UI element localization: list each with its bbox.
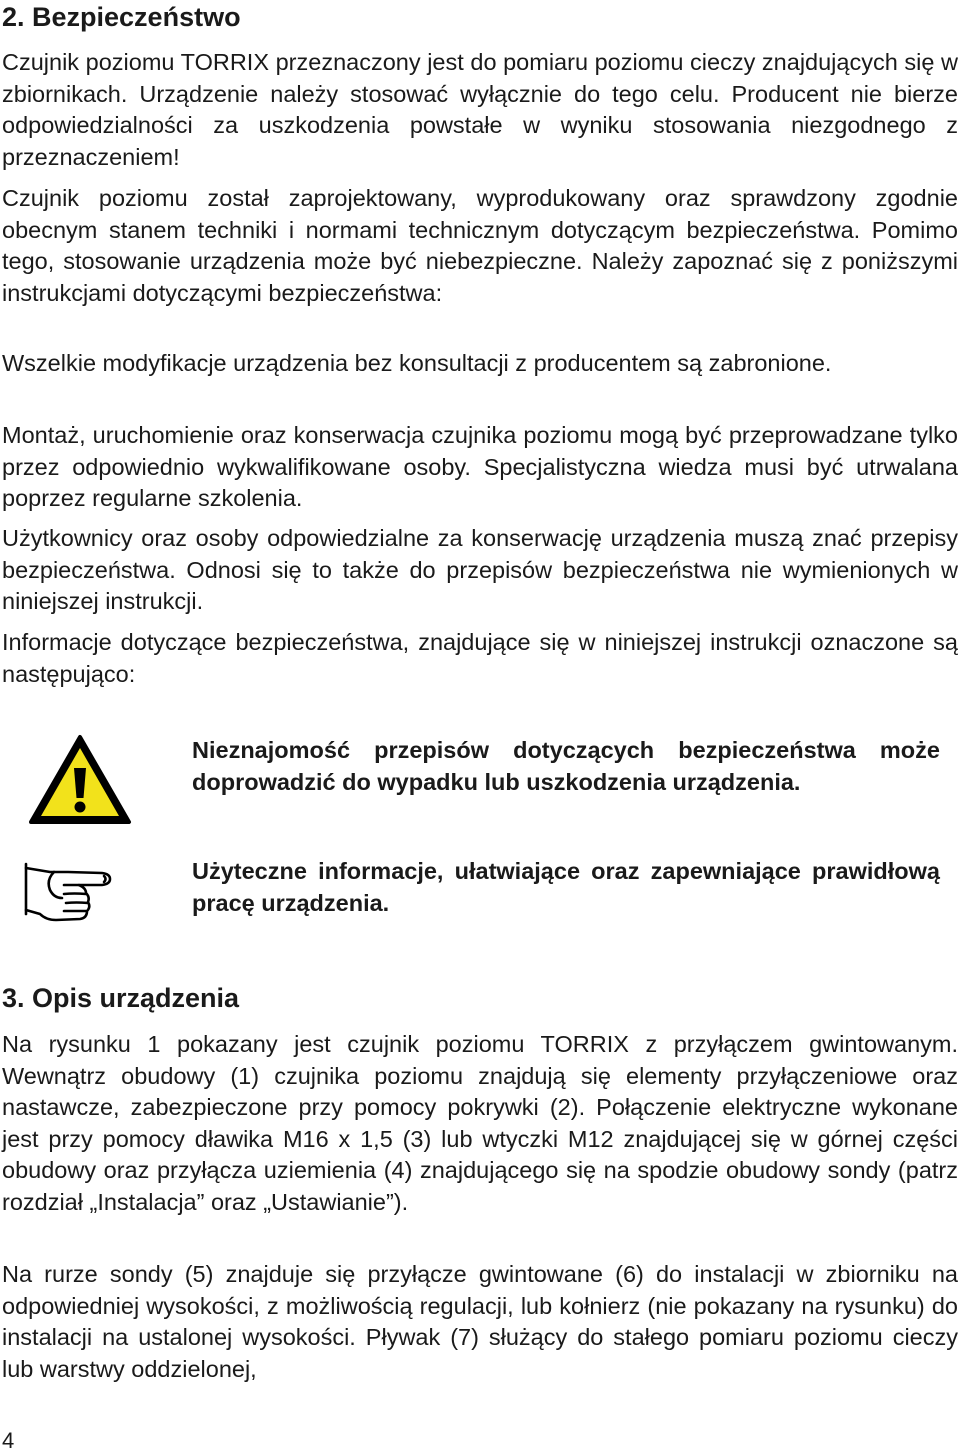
section-3-heading: 3. Opis urządzenia bbox=[2, 983, 240, 1013]
section-2-paragraph-4: Montaż, uruchomienie oraz konserwacja czujnika poziomu mogą być przeprowadzane tylko przez odpowiednio wykwalifikowane osoby. Specjalistyczna wiedza musi być utrwalana poprzez regularne szkolenia. bbox=[2, 422, 958, 511]
tip-note: Użyteczne informacje, ułatwiające oraz zapewniające prawidłową pracę urządzenia. bbox=[192, 858, 940, 916]
pointing-hand-icon bbox=[24, 858, 138, 930]
page-number: 4 bbox=[2, 1428, 15, 1453]
section-2-paragraph-2: Czujnik poziomu został zaprojektowany, wyprodukowany oraz sprawdzony zgodnie obecnym stanem techniki i normami technicznym dotyczącym bezpieczeństwa. Pomimo tego, stosowanie urządzenia może być niebezpieczne. Należy zapoznać się z poniższymi instrukcjami dotyczącymi bezpieczeństwa: bbox=[2, 185, 958, 306]
section-2-paragraph-3: Wszelkie modyfikacje urządzenia bez konsultacji z producentem są zabronione. bbox=[2, 350, 832, 376]
warning-triangle-icon bbox=[28, 734, 132, 826]
warning-note: Nieznajomość przepisów dotyczących bezpieczeństwa może doprowadzić do wypadku lub uszkodzenia urządzenia. bbox=[192, 737, 940, 795]
section-2-paragraph-5: Użytkownicy oraz osoby odpowiedzialne za konserwację urządzenia muszą znać przepisy bezpieczeństwa. Odnosi się to także do przepisów bezpieczeństwa nie wymienionych w niniejszej instrukcji. bbox=[2, 525, 958, 614]
section-2-paragraph-1: Czujnik poziomu TORRIX przeznaczony jest do pomiaru poziomu cieczy znajdujących się w zbiornikach. Urządzenie należy stosować wyłącznie do tego celu. Producent nie bierze odpowiedzialności za uszkodzenia powstałe w wyniku stosowania niezgodnego z przeznaczeniem! bbox=[2, 49, 958, 170]
section-3-paragraph-1: Na rysunku 1 pokazany jest czujnik poziomu TORRIX z przyłączem gwintowanym. Wewnątrz obudowy (1) czujnika poziomu znajdują się elementy przyłączeniowe oraz nastawcze, zabezpieczone przy pomocy pokrywki (2). Połączenie elektryczne wykonane jest przy pomocy dławika M16 x 1,5 (3) lub wtyczki M12 znajdującej się w górnej części obudowy oraz przyłącza uziemienia (4) znajdującego się na spodzie obudowy sondy (patrz rozdział „Instalacja” oraz „Ustawianie”). bbox=[2, 1031, 958, 1215]
section-2-heading: 2. Bezpieczeństwo bbox=[2, 2, 241, 32]
section-3-paragraph-2: Na rurze sondy (5) znajduje się przyłącze gwintowane (6) do instalacji w zbiorniku na odpowiedniej wysokości, z możliwością regulacji, lub kołnierz (nie pokazany na rysunku) do instalacji na ustalonej wysokości. Pływak (7) służący do stałego pomiaru poziomu cieczy lub warstwy oddzielonej, bbox=[2, 1261, 958, 1382]
section-2-paragraph-6: Informacje dotyczące bezpieczeństwa, znajdujące się w niniejszej instrukcji oznaczone są następująco: bbox=[2, 629, 958, 687]
